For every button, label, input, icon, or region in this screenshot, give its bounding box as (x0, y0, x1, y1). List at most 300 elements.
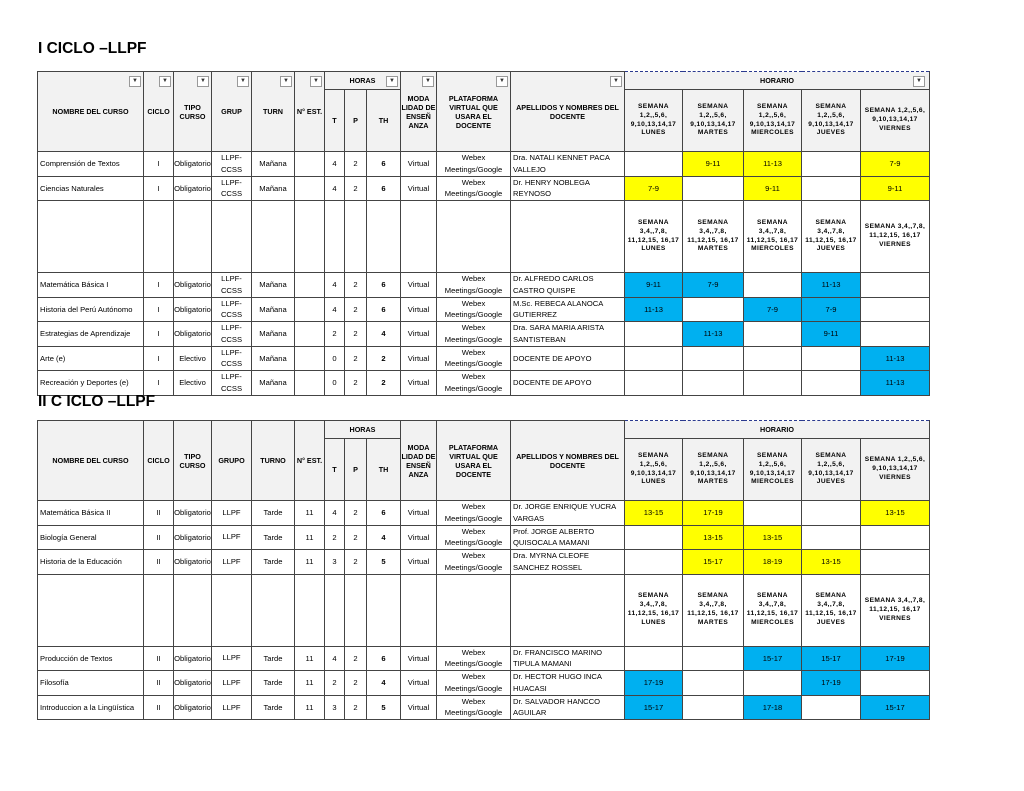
horario-cell-2 (744, 501, 802, 526)
docente-cell: Dr. JORGE ENRIQUE YUCRA VARGAS (511, 501, 625, 526)
tipo-cell: Obligatorio (174, 152, 212, 177)
tipo-cell: Obligatorio (174, 297, 212, 322)
horario-cell-2: 9-11 (744, 176, 802, 201)
turno-cell: Mañana (252, 297, 295, 322)
spacer-cell (212, 574, 252, 646)
th-cell: 5 (367, 695, 401, 720)
week-header-a-3: SEMANA 1,2,,5,6, 9,10,13,14,17 JUEVES (802, 90, 861, 152)
docente-cell: Dr. HENRY NOBLEGA REYNOSO (511, 176, 625, 201)
week-header-a-4: SEMANA 1,2,,5,6, 9,10,13,14,17 VIERNES (861, 439, 930, 501)
header-horario-label: HORARIO (760, 76, 794, 85)
horario-cell-0: 7-9 (625, 176, 683, 201)
n-est-cell (295, 371, 325, 396)
filter-dropdown-icon[interactable]: ▼ (129, 76, 141, 87)
header-modalidad-label: MODA LIDAD DE ENSEÑ ANZA (401, 442, 436, 479)
turno-cell: Tarde (252, 646, 295, 671)
modalidad-cell: Virtual (401, 152, 437, 177)
course-name: Filosofía (38, 671, 144, 696)
modalidad-cell: Virtual (401, 525, 437, 550)
spacer-cell (295, 201, 325, 273)
horario-cell-1 (683, 176, 744, 201)
p-cell: 2 (345, 550, 367, 575)
spacer-cell (345, 201, 367, 273)
horario-cell-2: 7-9 (744, 297, 802, 322)
week-header-a-4: SEMANA 1,2,,5,6, 9,10,13,14,17 VIERNES (861, 90, 930, 152)
plataforma-cell: Webex Meetings/Google (437, 346, 511, 371)
th-cell: 6 (367, 152, 401, 177)
th-cell: 2 (367, 371, 401, 396)
grupo-cell: LLPF- CCSS (212, 371, 252, 396)
header-th: TH (367, 439, 401, 501)
filter-dropdown-icon[interactable]: ▼ (422, 76, 434, 87)
horario-cell-3: 13-15 (802, 550, 861, 575)
plataforma-cell: Webex Meetings/Google (437, 297, 511, 322)
header-modalidad-label: MODA LIDAD DE ENSEÑ ANZA (401, 93, 436, 130)
grupo-cell: LLPF (212, 646, 252, 671)
horario-cell-2 (744, 671, 802, 696)
week-header-b-1: SEMANA 3,4,,7,8, 11,12,15, 16,17 MARTES (683, 201, 744, 273)
spacer-cell (345, 574, 367, 646)
header-turno (252, 72, 295, 152)
header-plataforma-label: PLATAFORMA VIRTUAL QUE USARA EL DOCENTE (448, 442, 499, 479)
n-est-cell (295, 322, 325, 347)
horario-cell-4 (861, 550, 930, 575)
header-p: P (345, 90, 367, 152)
table-row (38, 525, 930, 550)
grupo-cell: LLPF- CCSS (212, 346, 252, 371)
horario-cell-1 (683, 671, 744, 696)
header-horas-label: HORAS (349, 425, 376, 434)
horario-cell-0 (625, 322, 683, 347)
header-nombre-curso (38, 421, 144, 501)
t-cell: 4 (325, 152, 345, 177)
week-header-b-3: SEMANA 3,4,,7,8, 11,12,15, 16,17 JUEVES (802, 574, 861, 646)
t-cell: 4 (325, 501, 345, 526)
ciclo2-title: II C ICLO –LLPF (38, 393, 156, 410)
plataforma-cell: Webex Meetings/Google (437, 646, 511, 671)
week-header-a-0: SEMANA 1,2,,5,6, 9,10,13,14,17 LUNES (625, 90, 683, 152)
th-cell: 6 (367, 646, 401, 671)
n-est-cell: 11 (295, 671, 325, 696)
turno-cell: Tarde (252, 501, 295, 526)
table-row (38, 322, 930, 347)
docente-cell: Dr. HECTOR HUGO INCA HUACASI (511, 671, 625, 696)
plataforma-cell: Webex Meetings/Google (437, 371, 511, 396)
table-row (38, 176, 930, 201)
t-cell: 3 (325, 550, 345, 575)
tipo-cell: Obligatorio (174, 273, 212, 298)
horario-cell-0 (625, 346, 683, 371)
week-header-a-1: SEMANA 1,2,,5,6, 9,10,13,14,17 MARTES (683, 90, 744, 152)
th-cell: 4 (367, 322, 401, 347)
t-cell: 3 (325, 695, 345, 720)
header-plataforma (437, 421, 511, 501)
grupo-cell: LLPF- CCSS (212, 322, 252, 347)
horario-cell-0: 11-13 (625, 297, 683, 322)
horario-cell-0 (625, 525, 683, 550)
ciclo-cell: I (144, 371, 174, 396)
horario-cell-0: 13-15 (625, 501, 683, 526)
ciclo-cell: II (144, 695, 174, 720)
horario-cell-1 (683, 371, 744, 396)
horario-cell-4: 15-17 (861, 695, 930, 720)
horario-cell-4: 7-9 (861, 152, 930, 177)
p-cell: 2 (345, 501, 367, 526)
header-turno-label: TURN (263, 107, 283, 116)
ciclo-cell: I (144, 297, 174, 322)
spacer-cell (144, 574, 174, 646)
horario-cell-4 (861, 322, 930, 347)
week-header-a-2: SEMANA 1,2,,5,6, 9,10,13,14,17 MIERCOLES (744, 439, 802, 501)
header-nombre-curso (38, 72, 144, 152)
horario-cell-1: 9-11 (683, 152, 744, 177)
n-est-cell (295, 273, 325, 298)
filter-dropdown-icon[interactable]: ▼ (159, 76, 171, 87)
grupo-cell: LLPF (212, 695, 252, 720)
week-header-b-4: SEMANA 3,4,,7,8, 11,12,15, 16,17 VIERNES (861, 574, 930, 646)
ciclo-cell: II (144, 501, 174, 526)
grupo-cell: LLPF (212, 525, 252, 550)
n-est-cell: 11 (295, 550, 325, 575)
horario-cell-3 (802, 176, 861, 201)
filter-dropdown-icon[interactable]: ▼ (913, 76, 925, 87)
week-header-b-4: SEMANA 3,4,,7,8, 11,12,15, 16,17 VIERNES (861, 201, 930, 273)
course-name: Comprensión de Textos (38, 152, 144, 177)
horario-cell-2 (744, 346, 802, 371)
header-grupo (212, 72, 252, 152)
turno-cell: Mañana (252, 152, 295, 177)
horario-cell-1 (683, 646, 744, 671)
docente-cell: M.Sc. REBECA ALANOCA GUTIERREZ (511, 297, 625, 322)
header-modalidad (401, 72, 437, 152)
docente-cell: Prof. JORGE ALBERTO QUISOCALA MAMANI (511, 525, 625, 550)
docente-cell: DOCENTE DE APOYO (511, 346, 625, 371)
horario-cell-0 (625, 152, 683, 177)
table-row (38, 273, 930, 298)
header-horas-label: HORAS (349, 76, 376, 85)
th-cell: 6 (367, 501, 401, 526)
grupo-cell: LLPF- CCSS (212, 273, 252, 298)
horario-cell-3 (802, 695, 861, 720)
docente-cell: Dra. NATALI KENNET PACA VALLEJO (511, 152, 625, 177)
horario-cell-4: 11-13 (861, 371, 930, 396)
horario-cell-2 (744, 371, 802, 396)
course-name: Biología General (38, 525, 144, 550)
horario-cell-4: 17-19 (861, 646, 930, 671)
horario-cell-2: 11-13 (744, 152, 802, 177)
ciclo-cell: II (144, 646, 174, 671)
plataforma-cell: Webex Meetings/Google (437, 152, 511, 177)
horario-cell-1 (683, 346, 744, 371)
horario-cell-1: 7-9 (683, 273, 744, 298)
header-th: TH (367, 90, 401, 152)
spacer-cell (174, 201, 212, 273)
n-est-cell (295, 176, 325, 201)
p-cell: 2 (345, 152, 367, 177)
header-n-est (295, 421, 325, 501)
t-cell: 0 (325, 371, 345, 396)
header-ciclo (144, 72, 174, 152)
p-cell: 2 (345, 646, 367, 671)
n-est-cell: 11 (295, 501, 325, 526)
turno-cell: Tarde (252, 695, 295, 720)
modalidad-cell: Virtual (401, 501, 437, 526)
header-docente-label: APELLIDOS Y NOMBRES DEL DOCENTE (516, 102, 619, 121)
n-est-cell: 11 (295, 695, 325, 720)
docente-cell: Dra. SARA MARIA ARISTA SANTISTEBAN (511, 322, 625, 347)
table-row (38, 671, 930, 696)
tipo-cell: Obligatorio (174, 525, 212, 550)
header-docente (511, 421, 625, 501)
week-header-b-1: SEMANA 3,4,,7,8, 11,12,15, 16,17 MARTES (683, 574, 744, 646)
turno-cell: Mañana (252, 273, 295, 298)
spacer-cell (144, 201, 174, 273)
n-est-cell (295, 346, 325, 371)
horario-cell-3: 9-11 (802, 322, 861, 347)
spacer-cell (325, 574, 345, 646)
th-cell: 6 (367, 273, 401, 298)
header-t: T (325, 439, 345, 501)
horario-cell-0 (625, 371, 683, 396)
horario-cell-4: 9-11 (861, 176, 930, 201)
header-plataforma-label: PLATAFORMA VIRTUAL QUE USARA EL DOCENTE (448, 93, 499, 130)
horario-cell-1: 11-13 (683, 322, 744, 347)
horario-cell-4 (861, 671, 930, 696)
tipo-cell: Obligatorio (174, 176, 212, 201)
t-cell: 4 (325, 297, 345, 322)
filter-dropdown-icon[interactable]: ▼ (310, 76, 322, 87)
week-header-a-3: SEMANA 1,2,,5,6, 9,10,13,14,17 JUEVES (802, 439, 861, 501)
n-est-cell (295, 297, 325, 322)
header-ciclo (144, 421, 174, 501)
header-horas (325, 421, 401, 439)
spacer-cell (367, 201, 401, 273)
t-cell: 0 (325, 346, 345, 371)
table-row (38, 550, 930, 575)
turno-cell: Mañana (252, 176, 295, 201)
modalidad-cell: Virtual (401, 371, 437, 396)
course-name: Introduccion a la Lingüística (38, 695, 144, 720)
horario-cell-1: 13-15 (683, 525, 744, 550)
spacer-cell (295, 574, 325, 646)
turno-cell: Mañana (252, 322, 295, 347)
th-cell: 4 (367, 525, 401, 550)
header-grupo (212, 421, 252, 501)
plataforma-cell: Webex Meetings/Google (437, 176, 511, 201)
filter-dropdown-icon[interactable]: ▼ (280, 76, 292, 87)
course-name: Historia de la Educación (38, 550, 144, 575)
header-ciclo-label: CICLO (147, 456, 170, 465)
plataforma-cell: Webex Meetings/Google (437, 501, 511, 526)
header-n-est-label: N° EST. (296, 456, 323, 465)
horario-cell-0: 15-17 (625, 695, 683, 720)
th-cell: 2 (367, 346, 401, 371)
course-name: Matemática Básica II (38, 501, 144, 526)
p-cell: 2 (345, 273, 367, 298)
course-name: Recreación y Deportes (e) (38, 371, 144, 396)
p-cell: 2 (345, 322, 367, 347)
ciclo-cell: II (144, 671, 174, 696)
horario-cell-3: 17-19 (802, 671, 861, 696)
horario-cell-4 (861, 525, 930, 550)
t-cell: 4 (325, 176, 345, 201)
filter-dropdown-icon[interactable]: ▼ (386, 76, 398, 87)
header-grupo-label: GRUP (221, 107, 242, 116)
docente-cell: Dr. ALFREDO CARLOS CASTRO QUISPE (511, 273, 625, 298)
modalidad-cell: Virtual (401, 176, 437, 201)
horario-cell-2: 13-15 (744, 525, 802, 550)
spacer-cell (511, 201, 625, 273)
horario-cell-1: 17-19 (683, 501, 744, 526)
header-turno (252, 421, 295, 501)
spacer-cell (367, 574, 401, 646)
table-row (38, 695, 930, 720)
ciclo-cell: I (144, 152, 174, 177)
ciclo-cell: I (144, 176, 174, 201)
horario-cell-2 (744, 322, 802, 347)
week-header-a-0: SEMANA 1,2,,5,6, 9,10,13,14,17 LUNES (625, 439, 683, 501)
filter-dropdown-icon[interactable]: ▼ (496, 76, 508, 87)
horario-cell-3: 11-13 (802, 273, 861, 298)
table-row (38, 646, 930, 671)
spacer-cell (401, 574, 437, 646)
th-cell: 4 (367, 671, 401, 696)
spacer-cell (174, 574, 212, 646)
t-cell: 4 (325, 646, 345, 671)
p-cell: 2 (345, 297, 367, 322)
tipo-cell: Obligatorio (174, 646, 212, 671)
header-ciclo-label: CICLO (147, 107, 170, 116)
course-name: Matemática Básica I (38, 273, 144, 298)
grupo-cell: LLPF (212, 501, 252, 526)
th-cell: 6 (367, 176, 401, 201)
modalidad-cell: Virtual (401, 671, 437, 696)
n-est-cell (295, 152, 325, 177)
header-horario-label: HORARIO (760, 425, 794, 434)
week-header-b-2: SEMANA 3,4,,7,8, 11,12,15, 16,17 MIERCOLES (744, 201, 802, 273)
spacer-cell (212, 201, 252, 273)
horario-cell-3 (802, 346, 861, 371)
course-name: Historia del Perú Autónomo (38, 297, 144, 322)
ciclo1-table (37, 71, 930, 396)
horario-cell-2: 17-18 (744, 695, 802, 720)
horario-cell-3 (802, 152, 861, 177)
horario-cell-0: 17-19 (625, 671, 683, 696)
ciclo-cell: I (144, 322, 174, 347)
spacer-cell (252, 201, 295, 273)
horario-cell-3 (802, 371, 861, 396)
header-nombre-curso-label: NOMBRE DEL CURSO (52, 456, 129, 465)
horario-cell-4 (861, 273, 930, 298)
ciclo2-table (37, 420, 930, 720)
ciclo-cell: I (144, 273, 174, 298)
p-cell: 2 (345, 525, 367, 550)
horario-cell-0: 9-11 (625, 273, 683, 298)
filter-dropdown-icon[interactable]: ▼ (197, 76, 209, 87)
filter-dropdown-icon[interactable]: ▼ (237, 76, 249, 87)
plataforma-cell: Webex Meetings/Google (437, 695, 511, 720)
horario-cell-2: 15-17 (744, 646, 802, 671)
tipo-cell: Obligatorio (174, 671, 212, 696)
header-nombre-curso-label: NOMBRE DEL CURSO (52, 107, 129, 116)
th-cell: 6 (367, 297, 401, 322)
week-header-b-3: SEMANA 3,4,,7,8, 11,12,15, 16,17 JUEVES (802, 201, 861, 273)
p-cell: 2 (345, 695, 367, 720)
t-cell: 2 (325, 525, 345, 550)
modalidad-cell: Virtual (401, 273, 437, 298)
header-n-est (295, 72, 325, 152)
modalidad-cell: Virtual (401, 346, 437, 371)
filter-dropdown-icon[interactable]: ▼ (610, 76, 622, 87)
turno-cell: Tarde (252, 550, 295, 575)
tipo-cell: Obligatorio (174, 550, 212, 575)
n-est-cell: 11 (295, 525, 325, 550)
grupo-cell: LLPF- CCSS (212, 176, 252, 201)
horario-cell-1 (683, 297, 744, 322)
header-horario (625, 72, 930, 90)
turno-cell: Mañana (252, 346, 295, 371)
grupo-cell: LLPF (212, 550, 252, 575)
table-row (38, 297, 930, 322)
header-t: T (325, 90, 345, 152)
n-est-cell: 11 (295, 646, 325, 671)
header-tipo-curso (174, 421, 212, 501)
header-plataforma (437, 72, 511, 152)
horario-cell-4 (861, 297, 930, 322)
table-row (38, 152, 930, 177)
header-tipo-curso-label: TIPO CURSO (179, 451, 206, 470)
tipo-cell: Electivo (174, 346, 212, 371)
table-row (38, 371, 930, 396)
spacer-cell (38, 574, 144, 646)
turno-cell: Mañana (252, 371, 295, 396)
header-turno-label: TURNO (260, 456, 286, 465)
header-grupo-label: GRUPO (218, 456, 245, 465)
plataforma-cell: Webex Meetings/Google (437, 273, 511, 298)
week-header-a-2: SEMANA 1,2,,5,6, 9,10,13,14,17 MIERCOLES (744, 90, 802, 152)
header-p: P (345, 439, 367, 501)
spacer-cell (38, 201, 144, 273)
spacer-cell (511, 574, 625, 646)
th-cell: 5 (367, 550, 401, 575)
header-modalidad (401, 421, 437, 501)
spacer-cell (252, 574, 295, 646)
tipo-cell: Obligatorio (174, 322, 212, 347)
spacer-cell (437, 201, 511, 273)
t-cell: 4 (325, 273, 345, 298)
week-header-a-1: SEMANA 1,2,,5,6, 9,10,13,14,17 MARTES (683, 439, 744, 501)
table-row (38, 346, 930, 371)
course-name: Ciencias Naturales (38, 176, 144, 201)
horario-cell-3: 15-17 (802, 646, 861, 671)
horario-cell-3 (802, 525, 861, 550)
week-header-b-2: SEMANA 3,4,,7,8, 11,12,15, 16,17 MIERCOLES (744, 574, 802, 646)
p-cell: 2 (345, 346, 367, 371)
spacer-cell (437, 574, 511, 646)
docente-cell: Dr. SALVADOR HANCCO AGUILAR (511, 695, 625, 720)
horario-cell-0 (625, 550, 683, 575)
t-cell: 2 (325, 671, 345, 696)
horario-cell-1: 15-17 (683, 550, 744, 575)
docente-cell: Dr. FRANCISCO MARINO TIPULA MAMANI (511, 646, 625, 671)
header-docente-label: APELLIDOS Y NOMBRES DEL DOCENTE (516, 451, 619, 470)
grupo-cell: LLPF (212, 671, 252, 696)
horario-cell-2: 18-19 (744, 550, 802, 575)
horario-cell-3 (802, 501, 861, 526)
horario-cell-0 (625, 646, 683, 671)
tipo-cell: Obligatorio (174, 695, 212, 720)
header-horario (625, 421, 930, 439)
